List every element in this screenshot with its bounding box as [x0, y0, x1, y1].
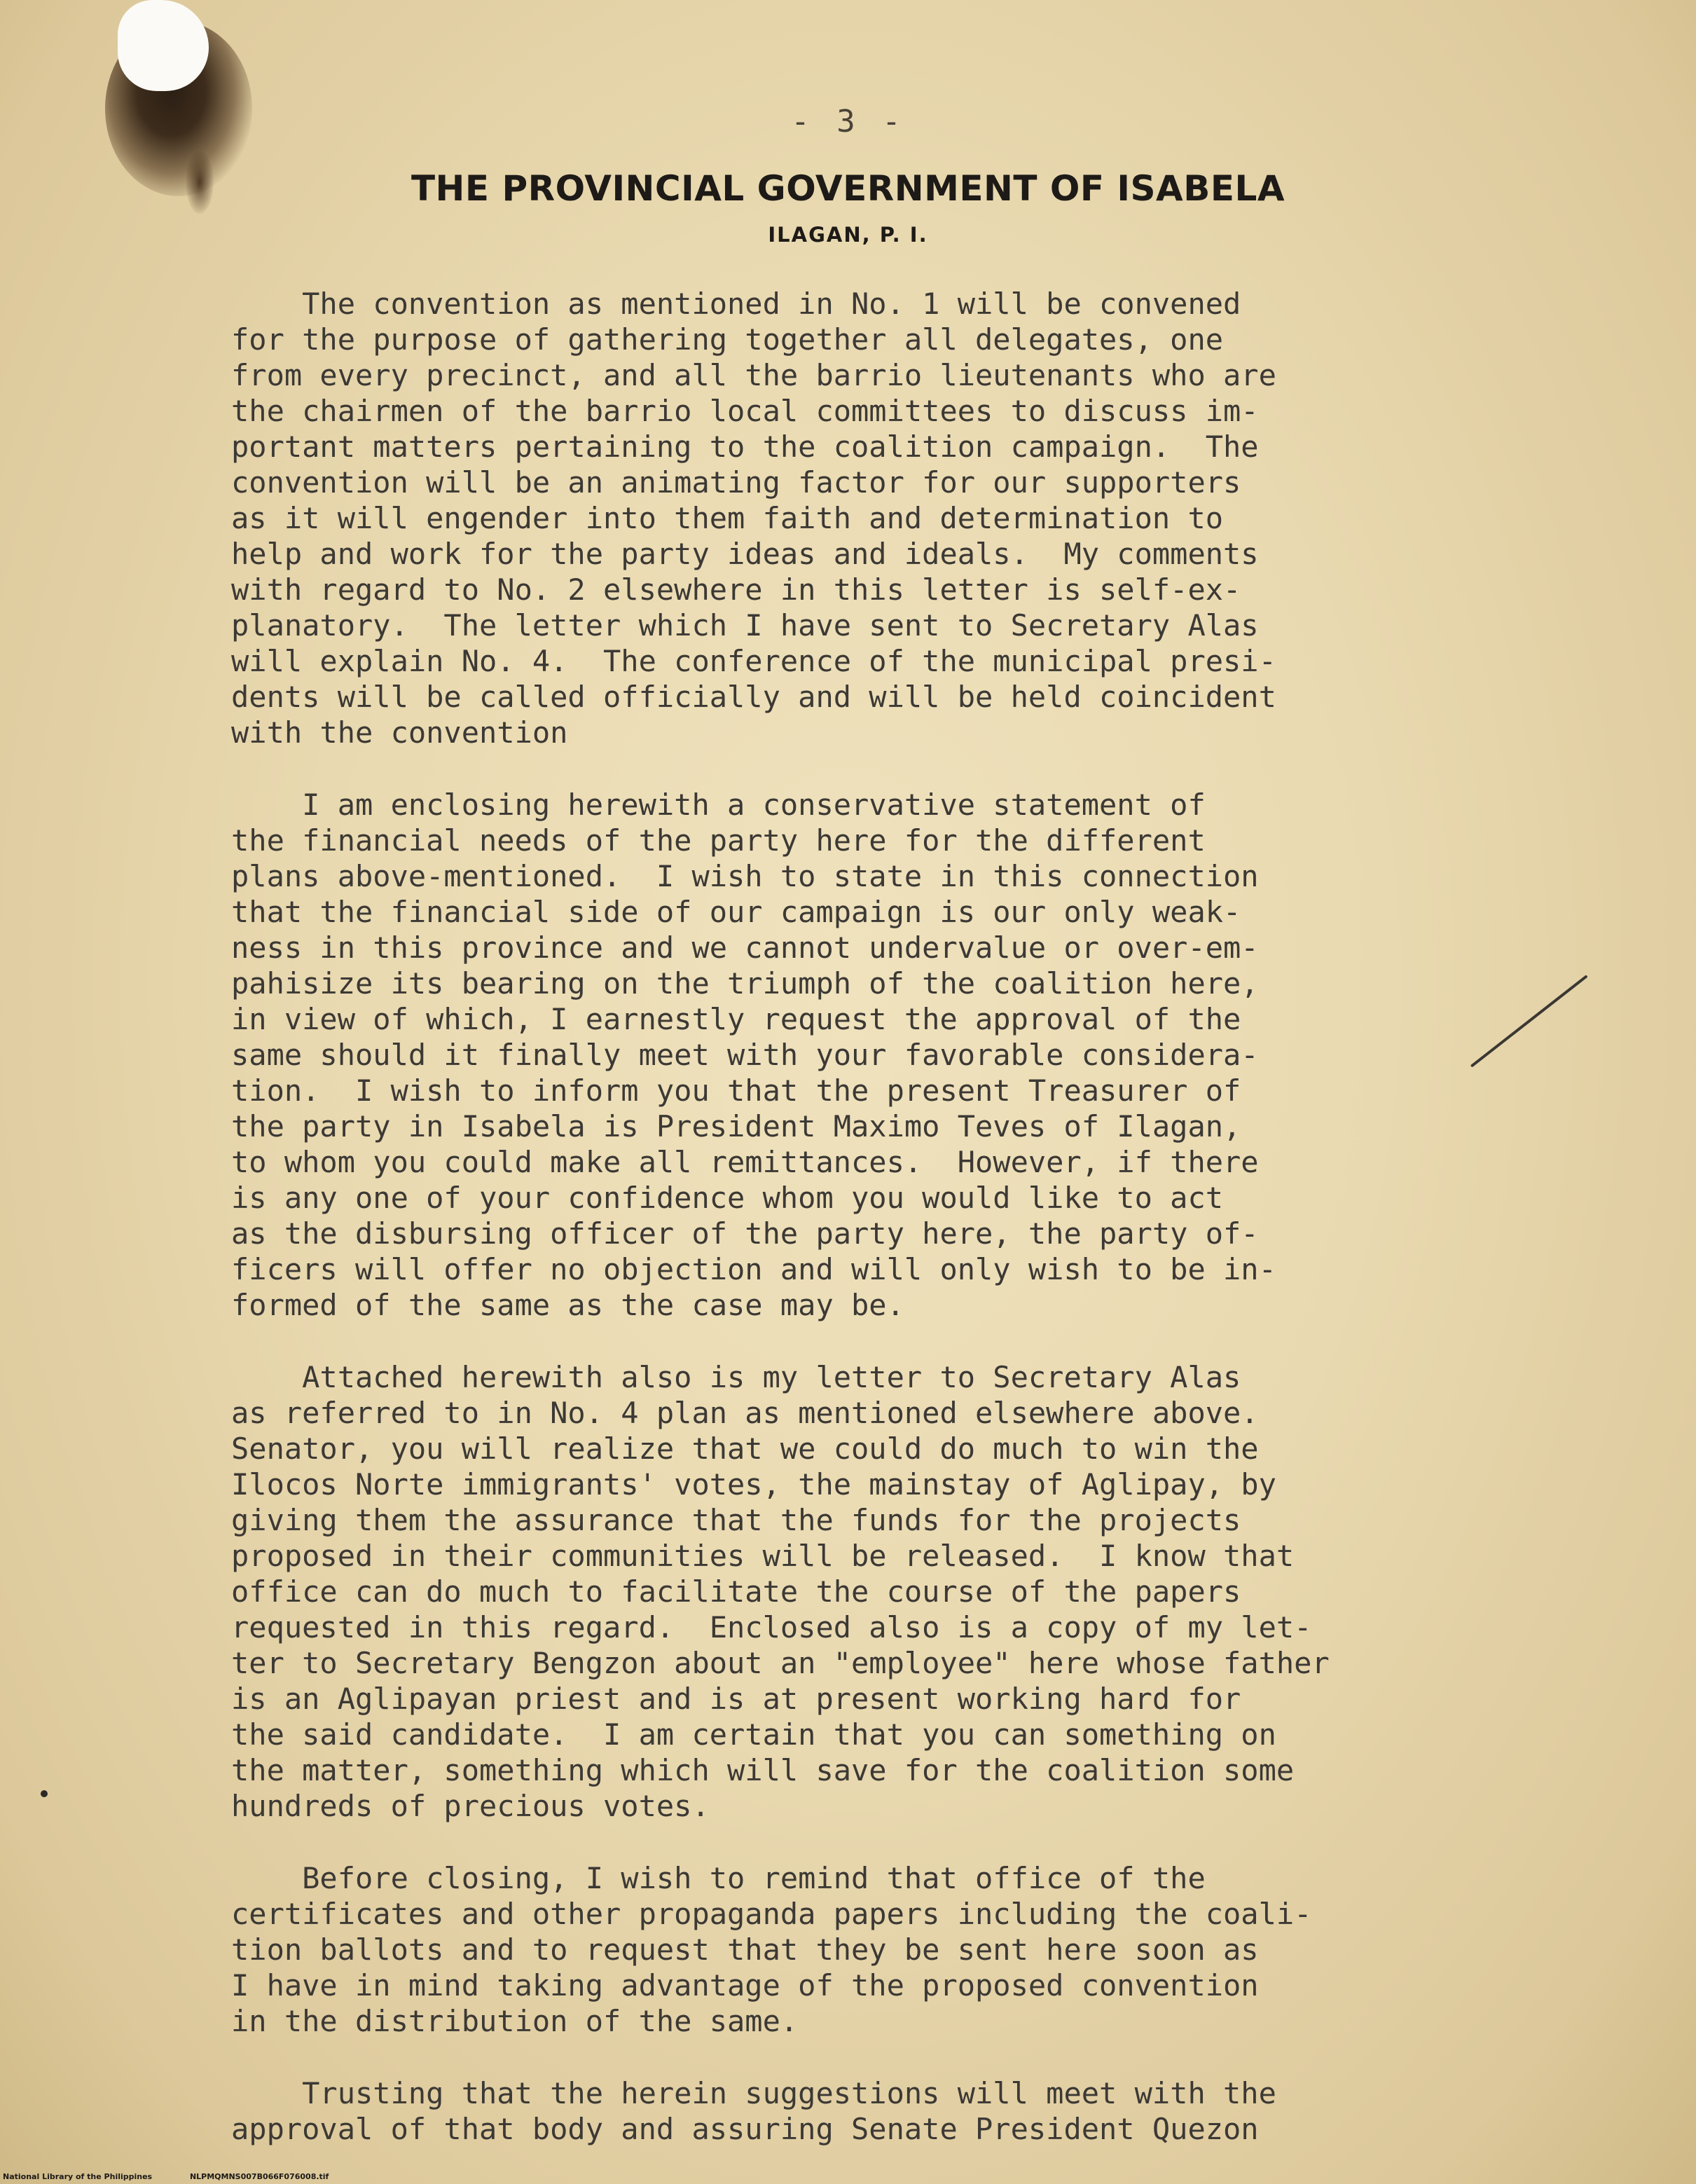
text-line: requested in this regard. Enclosed also is a copy of my let-	[231, 1610, 1312, 1644]
text-line: to whom you could make all remittances. However, if there	[231, 1145, 1259, 1179]
text-line: dents will be called officially and will be held coincident	[231, 680, 1276, 714]
text-line: as it will engender into them faith and determination to	[231, 501, 1224, 535]
text-line: Attached herewith also is my letter to Secretary Alas	[231, 1360, 1241, 1394]
paragraph	[231, 1359, 1597, 1824]
torn-hole	[118, 0, 209, 91]
text-line: for the purpose of gathering together all delegates, one	[231, 322, 1224, 357]
paragraph	[231, 2075, 1597, 2147]
text-line: planatory. The letter which I have sent to Secretary Alas	[231, 608, 1259, 643]
text-line: same should it finally meet with your favorable considera-	[231, 1038, 1259, 1072]
text-line: The convention as mentioned in No. 1 will be convened	[231, 287, 1241, 321]
text-line: I am enclosing herewith a conservative statement of	[231, 788, 1206, 822]
archive-footer	[3, 2172, 364, 2181]
text-line: as referred to in No. 4 plan as mentioned elsewhere above.	[231, 1396, 1259, 1430]
file-identifier: NLPMQMNS007B066F076008.tif	[189, 2172, 329, 2181]
paragraph	[231, 1860, 1597, 2039]
text-line: the financial needs of the party here for the different	[231, 823, 1206, 858]
text-line: I have in mind taking advantage of the proposed convention	[231, 1968, 1259, 2003]
text-line: the matter, something which will save for the coalition some	[231, 1753, 1295, 1787]
text-line: with regard to No. 2 elsewhere in this letter is self-ex-	[231, 572, 1241, 607]
text-line: the chairmen of the barrio local committees to discuss im-	[231, 394, 1259, 428]
text-line: from every precinct, and all the barrio lieutenants who are	[231, 358, 1276, 392]
text-line: Senator, you will realize that we could do much to win the	[231, 1431, 1259, 1466]
text-line: is an Aglipayan priest and is at present working hard for	[231, 1682, 1241, 1716]
text-line: the said candidate. I am certain that you can something on	[231, 1717, 1276, 1752]
text-line: with the convention	[231, 715, 568, 750]
letterhead-location: ILAGAN, P. I.	[768, 223, 928, 247]
library-credit: National Library of the Philippines	[3, 2172, 153, 2181]
page-number: - 3 -	[791, 104, 905, 139]
text-line: the party in Isabela is President Maximo Teves of Ilagan,	[231, 1109, 1241, 1143]
text-line: pahisize its bearing on the triumph of the coalition here,	[231, 966, 1259, 1001]
text-line: help and work for the party ideas and ideals. My comments	[231, 537, 1259, 571]
text-line: office can do much to facilitate the course of the papers	[231, 1574, 1241, 1609]
text-line: ness in this province and we cannot undervalue or over-em-	[231, 930, 1259, 965]
text-line: is any one of your confidence whom you would like to act	[231, 1181, 1224, 1215]
text-line: ter to Secretary Bengzon about an "employee" here whose father	[231, 1646, 1330, 1680]
ink-dot	[41, 1790, 48, 1797]
letter-body	[231, 286, 1597, 2183]
text-line: plans above-mentioned. I wish to state in this connection	[231, 859, 1259, 893]
text-line: in the distribution of the same.	[231, 2004, 799, 2038]
text-line: that the financial side of our campaign is our only weak-	[231, 895, 1241, 929]
text-line: ficers will offer no objection and will only wish to be in-	[231, 1252, 1276, 1286]
text-line: will explain No. 4. The conference of the municipal presi-	[231, 644, 1276, 678]
text-line: Ilocos Norte immigrants' votes, the mainstay of Aglipay, by	[231, 1467, 1276, 1502]
text-line: formed of the same as the case may be.	[231, 1288, 904, 1322]
text-line: hundreds of precious votes.	[231, 1789, 710, 1823]
text-line: tion. I wish to inform you that the present Treasurer of	[231, 1073, 1241, 1108]
text-line: giving them the assurance that the funds for the projects	[231, 1503, 1241, 1537]
text-line: convention will be an animating factor for our supporters	[231, 465, 1241, 500]
text-line: in view of which, I earnestly request the approval of the	[231, 1002, 1241, 1036]
text-line: portant matters pertaining to the coalition campaign. The	[231, 430, 1259, 464]
text-line: certificates and other propaganda papers including the coali-	[231, 1897, 1312, 1931]
paragraph	[231, 286, 1597, 750]
text-line: tion ballots and to request that they be sent here soon as	[231, 1932, 1259, 1967]
text-line: Before closing, I wish to remind that office of the	[231, 1861, 1206, 1895]
text-line: as the disbursing officer of the party here, the party of-	[231, 1216, 1259, 1251]
letterhead-title: THE PROVINCIAL GOVERNMENT OF ISABELA	[411, 168, 1285, 209]
text-line: proposed in their communities will be released. I know that	[231, 1539, 1295, 1573]
text-line: approval of that body and assuring Senate President Quezon	[231, 2112, 1259, 2146]
text-line: Trusting that the herein suggestions will meet with the	[231, 2076, 1276, 2110]
paragraph	[231, 787, 1597, 1323]
